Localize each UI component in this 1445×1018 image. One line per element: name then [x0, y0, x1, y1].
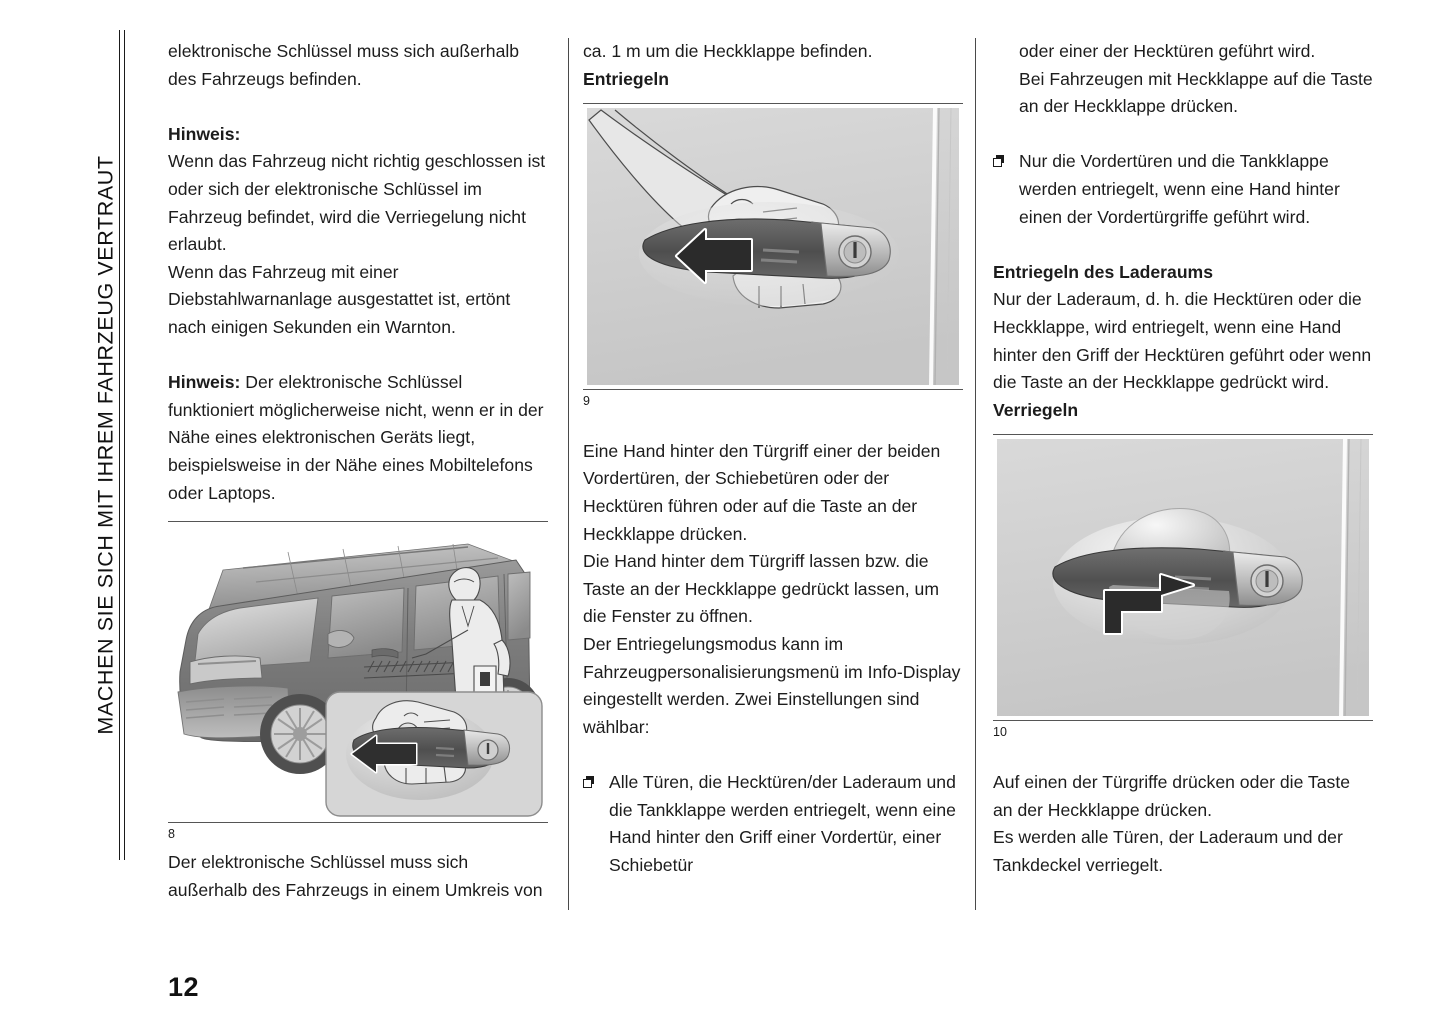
- c2-paragraph-2: Eine Hand hinter den Türgriff einer der beiden Vordertüren, der Schiebetüren oder der Hecktüren führen oder auf die Taste an der Heckklappe drücken.: [583, 440, 941, 544]
- c3-heading-verriegeln: Verriegeln: [993, 399, 1079, 420]
- c1-note-1-label: Hinweis:: [168, 123, 241, 144]
- spacer: [168, 342, 548, 370]
- c1-note-2: [168, 369, 548, 507]
- c3-paragraph-3: Nur der Laderaum, d. h. die Hecktüren oder die Heckklappe, wird entriegelt, wenn eine Hand hinter den Griff der Hecktüren geführt oder wenn die Taste an der Heckklappe gedrückt wird.: [993, 289, 1372, 393]
- spacer: [168, 93, 548, 121]
- c3-paragraph-4: Auf einen der Türgriffe drücken oder die Taste an der Heckklappe drücken.: [993, 771, 1350, 820]
- c3-paragraph-1: oder einer der Hecktüren geführt wird.: [1019, 41, 1316, 61]
- c3-paragraph-5: Es werden alle Türen, der Laderaum und der Tankdeckel verriegelt.: [993, 827, 1343, 875]
- c1-note-1-body-b: Wenn das Fahrzeug mit einer Diebstahlwarnanlage ausgestattet ist, ertönt nach einigen Sekunden ein Warnton.: [168, 261, 511, 337]
- figure-10-canvas: [993, 435, 1373, 720]
- box-bullet-icon: [583, 776, 594, 787]
- c2-bullet-1-text: Alle Türen, die Hecktüren/der Laderaum und die Tankklappe werden entriegelt, wenn eine Hand hinter den Griff einer Vordertür, einer Schiebetür: [609, 771, 956, 875]
- spacer: [993, 231, 1373, 259]
- c1-paragraph-after-figure: Der elektronische Schlüssel muss sich außerhalb des Fahrzeugs in einem Umkreis von: [168, 852, 543, 900]
- c1-paragraph-1: elektronische Schlüssel muss sich außerhalb des Fahrzeugs befinden.: [168, 41, 520, 89]
- spacer: [993, 121, 1373, 149]
- column-divider-2: [975, 38, 976, 910]
- figure-8-inset: [326, 692, 542, 816]
- c3-paragraph-2: Bei Fahrzeugen mit Heckklappe auf die Taste an der Heckklappe drücken.: [1019, 68, 1373, 117]
- c2-heading-entriegeln: Entriegeln: [583, 68, 670, 89]
- figure-10: [993, 434, 1373, 741]
- figure-8-caption: 8: [168, 827, 175, 842]
- c3-heading-laderaum: Entriegeln des Laderaums: [993, 261, 1213, 282]
- c2-paragraph-4: Der Entriegelungsmodus kann im Fahrzeugpersonalisierungsmenü im Info-Display eingestellt werden. Zwei Einstellungen sind wählbar:: [583, 633, 961, 737]
- box-bullet-icon: [993, 155, 1004, 166]
- spacer: [583, 410, 963, 438]
- figure-8-illustration: [168, 522, 548, 822]
- c3-bullet-1-text: Nur die Vordertüren und die Tankklappe werden entriegelt, wenn eine Hand hinter einen der Vordertürgriffe geführt wird.: [1019, 151, 1340, 227]
- figure-9-canvas: [583, 104, 963, 389]
- spacer: [993, 741, 1373, 769]
- figure-10-caption: 10: [993, 725, 1007, 740]
- running-head-rule-inner: [124, 30, 125, 860]
- figure-9-caption: 9: [583, 394, 590, 409]
- running-head-label: MACHEN SIE SICH MIT IHREM FAHRZEUG VERTRAUT: [93, 155, 118, 735]
- column-two: [583, 38, 963, 879]
- column-divider-1: [568, 38, 569, 910]
- page-number: 12: [168, 972, 200, 1002]
- c1-note-2-label: Hinweis:: [168, 372, 241, 393]
- column-three: [993, 38, 1373, 879]
- column-one: [168, 38, 548, 904]
- c1-note-2-body: Der elektronische Schlüssel funktioniert möglicherweise nicht, wenn er in der Nähe eines elektronischen Geräts liegt, beispielsweise in der Nähe eines Mobiltelefons oder Laptops.: [168, 372, 544, 503]
- c3-bullet-item-1: [993, 148, 1373, 231]
- c2-bullet-item-1: [583, 769, 963, 879]
- figure-8: [168, 521, 548, 843]
- spacer: [583, 741, 963, 769]
- c2-paragraph-1: ca. 1 m um die Heckklappe befinden.: [583, 41, 873, 61]
- figure-10-illustration: [993, 435, 1373, 720]
- c1-note-1-body-a: Wenn das Fahrzeug nicht richtig geschlossen ist oder sich der elektronische Schlüssel im Fahrzeug befindet, wird die Verriegelung nicht erlaubt.: [168, 151, 546, 255]
- running-head-rule-outer: [119, 30, 120, 860]
- figure-8-canvas: [168, 522, 548, 822]
- figure-9-illustration: [583, 104, 963, 389]
- figure-9: [583, 103, 963, 410]
- vertical-running-head: [84, 30, 128, 860]
- c2-paragraph-3: Die Hand hinter dem Türgriff lassen bzw. die Taste an der Heckklappe gedrückt lassen, um die Fenster zu öffnen.: [583, 551, 939, 627]
